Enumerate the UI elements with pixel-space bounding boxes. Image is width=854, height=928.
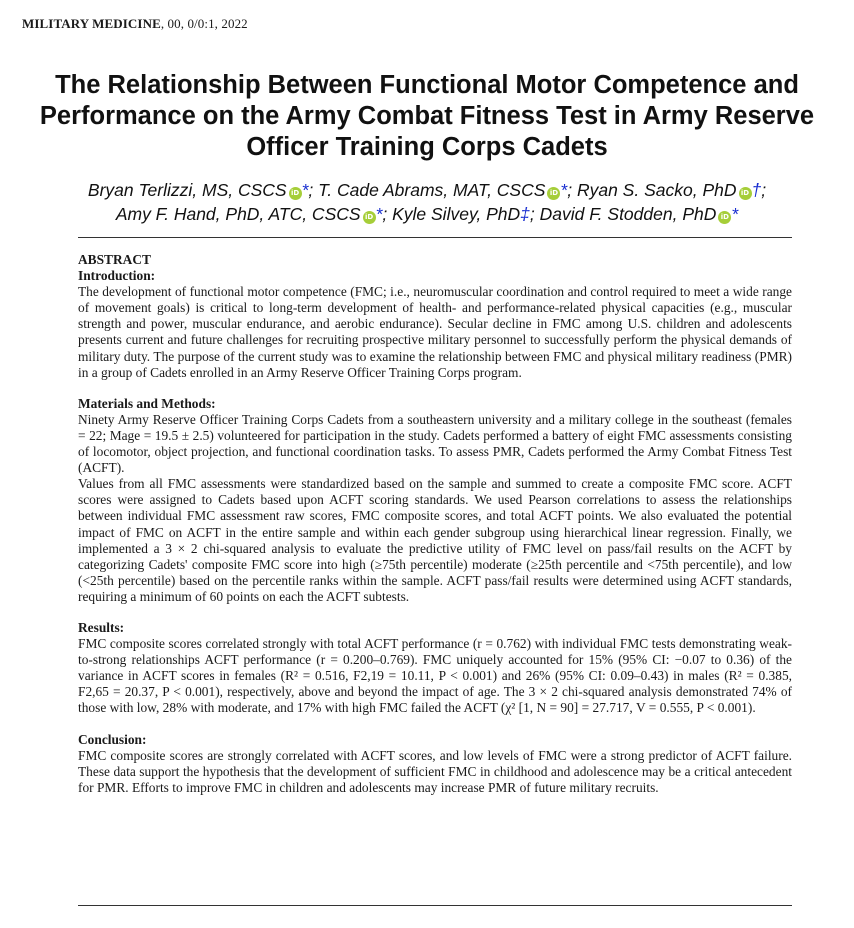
section-heading: Results: <box>78 619 125 635</box>
affiliation-mark[interactable]: * <box>375 204 383 224</box>
author-1 <box>88 180 318 200</box>
methods-section <box>78 396 792 605</box>
section-heading: Introduction: <box>78 268 156 284</box>
affiliation-mark[interactable]: ‡ <box>520 204 530 224</box>
section-paragraph: The development of functional motor competence (FMC; i.e., neuromuscular coordination and control required to meet a wide range of movement goals) is critical to long-term development of health- and performance-related physical capacities (e.g., muscular strength and power, muscular endurance, and aerobic endurance). Secular decline in FMC among U.S. children and adolescents presents current and future challenges for recruiting prospective military personnel to successfully perform the physical demands of military duty. The purpose of the current study was to examine the relationship between FMC and physical military readiness (PMR) in a group of Cadets enrolled in an Army Reserve Officer Training Corps program. <box>78 284 792 380</box>
section-paragraph: FMC composite scores are strongly correlated with ACFT scores, and low levels of FMC were a strong predictor of ACFT failure. These data support the hypothesis that the development of sufficient FMC in childhood and adolescence may be a critical antecedent for PMR. Efforts to improve FMC in children and adolescents may increase PMR of future military recruits. <box>78 747 792 795</box>
affiliation-mark[interactable]: * <box>731 204 739 224</box>
journal-issue: , 00, 0/0:1, 2022 <box>160 16 248 31</box>
bottom-divider <box>78 905 792 906</box>
conclusion-section <box>78 732 792 796</box>
journal-name: MILITARY MEDICINE <box>22 16 161 31</box>
section-paragraph: Values from all FMC assessments were standardized based on the sample and summed to create a composite FMC score. ACFT scores were assigned to Cadets based upon ACFT scoring standards. We used Pearson correlations to assess the relationships between individual FMC assessment raw scores, FMC composite scores, and total ACFT points. We also evaluated the potential impact of FMC on ACFT in the entire sample and within each gender subgroup using hierarchical linear regression. Finally, we implemented a 3 × 2 chi-squared analysis to evaluate the predictive utility of FMC level on pass/fail results on the ACFT by categorizing Cadets' composite FMC score into high (≥75th percentile) moderate (≥25th percentile and <75th percentile), and low (<25th percentile) based on the percentile ranks within the sample. ACFT pass/fail results were determined using ACFT standards, requiring a minimum of 60 points on each the ACFT subtests. <box>78 476 792 604</box>
affiliation-mark[interactable]: * <box>560 180 568 200</box>
author-4 <box>116 204 392 224</box>
orcid-icon[interactable]: iD <box>739 187 752 200</box>
section-heading: Materials and Methods: <box>78 395 216 411</box>
section-heading: Conclusion: <box>78 731 147 747</box>
journal-header <box>22 16 248 32</box>
orcid-icon[interactable]: iD <box>547 187 560 200</box>
article-title: The Relationship Between Functional Motor Competence and Performance on the Army Combat Fitness Test in Army Reserve Officer Training Corps Cadets <box>39 71 815 161</box>
results-section <box>78 620 792 717</box>
orcid-icon[interactable]: iD <box>363 211 376 224</box>
author-separator: ; <box>382 204 393 224</box>
author-5 <box>392 204 540 224</box>
author-name: Amy F. Hand, PhD, ATC, CSCS <box>115 204 361 224</box>
author-name: Bryan Terlizzi, MS, CSCS <box>87 180 287 200</box>
abstract <box>78 252 792 811</box>
author-name: Ryan S. Sacko, PhD <box>576 180 737 200</box>
orcid-icon[interactable]: iD <box>718 211 731 224</box>
author-separator: ; <box>761 180 767 200</box>
author-name: David F. Stodden, PhD <box>539 204 717 224</box>
introduction-section <box>78 268 792 381</box>
abstract-heading: ABSTRACT <box>78 252 151 267</box>
author-name: T. Cade Abrams, MAT, CSCS <box>318 180 546 200</box>
author-separator: ; <box>308 180 319 200</box>
affiliation-mark[interactable]: † <box>751 180 762 200</box>
section-paragraph: FMC composite scores correlated strongly with total ACFT performance (r = 0.762) with individual FMC tests demonstrating weak-to-strong relationships ACFT performance (r = 0.200–0.769). FMC uniquely accounted for 15% (95% CI: −0.07 to 0.36) of the variance in ACFT scores in females (R² = 0.516, F2,19 = 10.11, P < 0.001) and 26% (95% CI: 0.09–0.43) in males (R² = 0.385, F2,65 = 20.37, P < 0.001), respectively, above and beyond the impact of age. The 3 × 2 chi-squared analysis demonstrated 74% of those with low, 28% with moderate, and 17% with high FMC failed the ACFT (χ² [1, N = 90] = 27.717, V = 0.555, P < 0.001). <box>78 636 792 716</box>
top-divider <box>78 237 792 238</box>
orcid-icon[interactable]: iD <box>289 187 302 200</box>
author-list <box>40 178 814 226</box>
author-separator: ; <box>529 204 540 224</box>
affiliation-mark[interactable]: * <box>301 180 309 200</box>
section-paragraph: Ninety Army Reserve Officer Training Corps Cadets from a southeastern university and a military college in the southeast (females = 22; Mage = 19.5 ± 2.5) volunteered for participation in the study. Cadets performed a battery of eight FMC assessments consisting of locomotor, object projection, and functional coordination tasks. To assess PMR, Cadets performed the Army Combat Fitness Test (ACFT). <box>78 411 792 476</box>
author-separator: ; <box>567 180 577 200</box>
author-6 <box>540 204 739 224</box>
author-3 <box>577 180 766 200</box>
author-2 <box>318 180 577 200</box>
author-name: Kyle Silvey, PhD <box>392 204 521 224</box>
